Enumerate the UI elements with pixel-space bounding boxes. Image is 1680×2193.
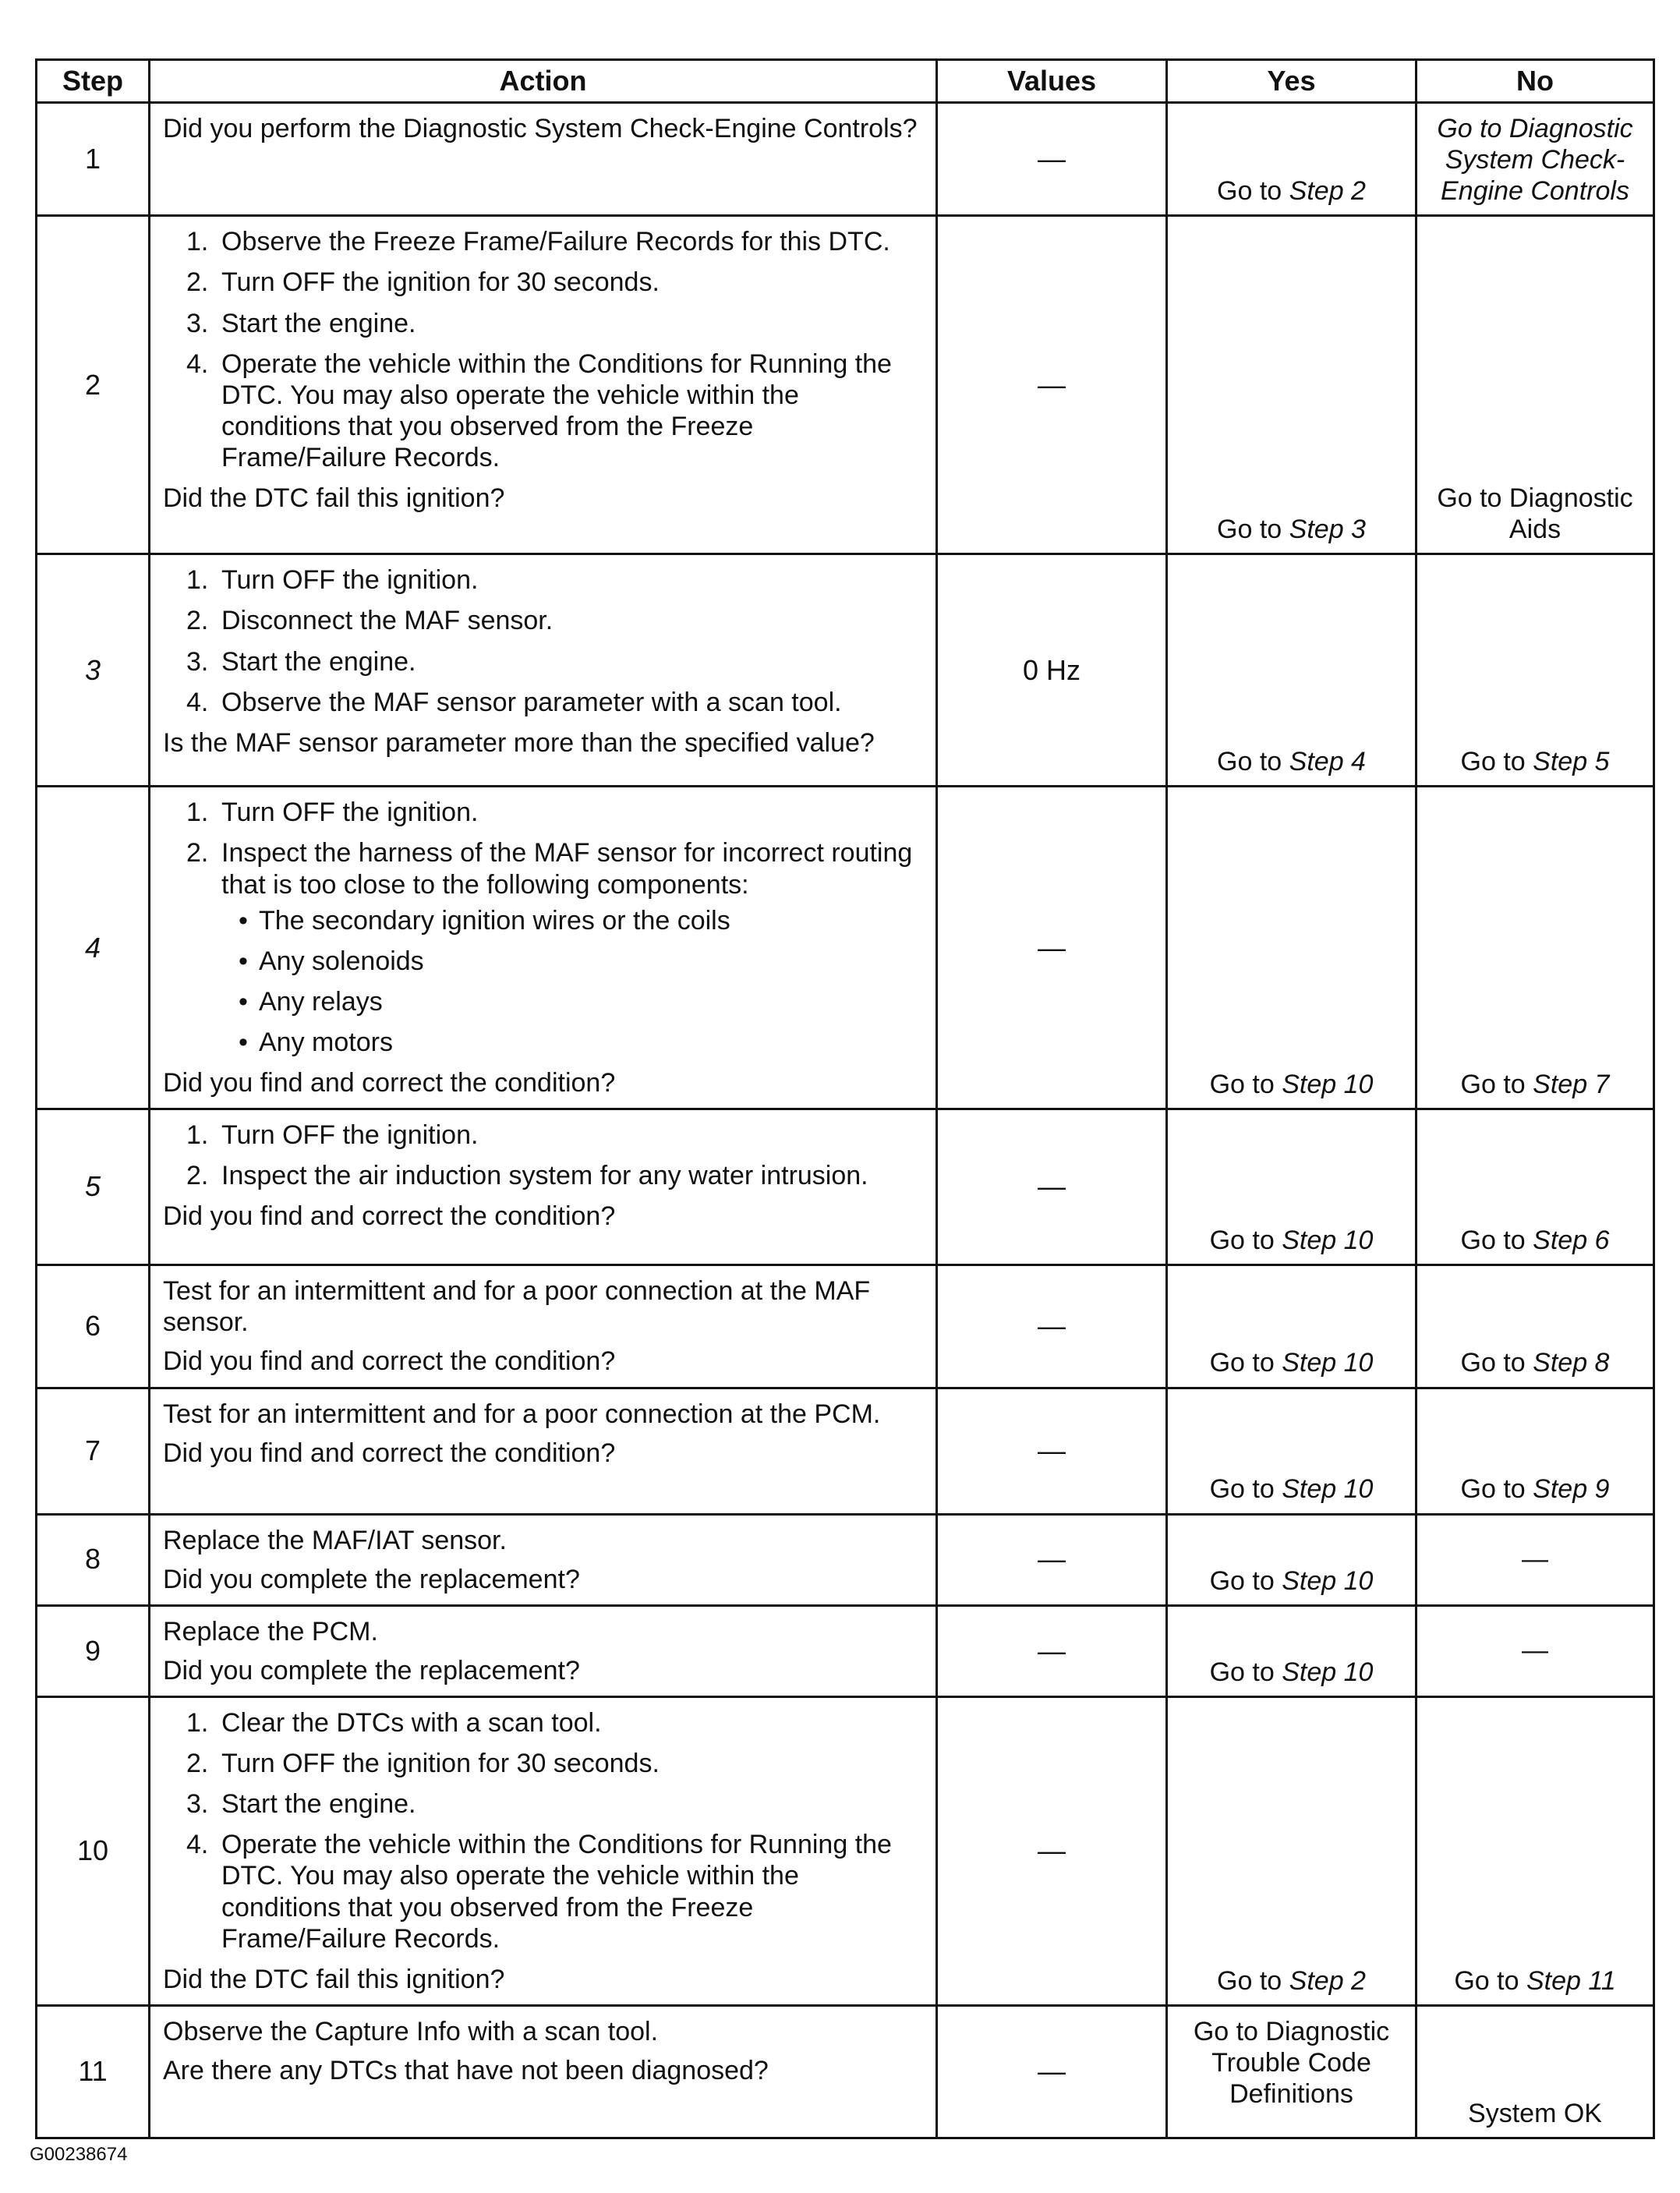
- step-number: 3: [37, 554, 150, 787]
- procedure-step: 4. Operate the vehicle within the Conditions for Running the DTC. You may also operate the vehicle within the conditions that you observed from the Freeze Frame/Failure Records.: [186, 348, 892, 472]
- component-item: • Any solenoids: [221, 946, 925, 977]
- action-text: Test for an intermittent and for a poor connection at the PCM.: [163, 1399, 881, 1429]
- step-number: 4: [37, 787, 150, 1109]
- step-link[interactable]: Step 10: [1282, 1070, 1374, 1100]
- step-number: 2: [37, 216, 150, 554]
- question-text: Is the MAF sensor parameter more than the specified value?: [163, 727, 875, 758]
- action-cell: [150, 103, 937, 216]
- header-action: Action: [150, 60, 937, 103]
- procedure-step: 3. Start the engine.: [186, 1789, 416, 1820]
- action-cell: [150, 1605, 937, 1696]
- value-cell: —: [937, 1388, 1167, 1514]
- goto-prefix: Go to: [1209, 1348, 1275, 1378]
- procedure-step: 4. Operate the vehicle within the Conditions for Running the DTC. You may also operate the vehicle within the conditions that you observed from the Freeze Frame/Failure Records.: [186, 1830, 892, 1954]
- goto-diagnostic-system-check-link[interactable]: Go to Diagnostic System Check-Engine Controls: [1437, 114, 1633, 207]
- table-row: [37, 1514, 1654, 1605]
- goto-prefix: Go to: [1460, 747, 1526, 777]
- goto-prefix: Go to: [1217, 1965, 1282, 1996]
- no-cell: [1417, 1514, 1654, 1605]
- action-cell: [150, 1514, 937, 1605]
- yes-cell: [1167, 103, 1417, 216]
- procedure-step: 2. Inspect the air induction system for any water intrusion.: [186, 1161, 868, 1191]
- table-header-row: [37, 60, 1654, 103]
- no-cell: [1417, 2005, 1654, 2138]
- question-text: Did the DTC fail this ignition?: [163, 483, 505, 514]
- step-link[interactable]: Step 3: [1289, 515, 1366, 545]
- diagnostic-table: [35, 58, 1655, 2139]
- question-text: Did you find and correct the condition?: [163, 1201, 616, 1232]
- no-cell: [1417, 787, 1654, 1109]
- step-link[interactable]: Step 5: [1533, 747, 1610, 777]
- no-cell: [1417, 554, 1654, 787]
- procedure-step: 1. Turn OFF the ignition.: [186, 565, 479, 596]
- value-cell: —: [937, 2005, 1167, 2138]
- no-cell: [1417, 216, 1654, 554]
- goto-dtc-definitions-link[interactable]: Go to Diagnostic Trouble Code Definitions: [1193, 2016, 1390, 2110]
- yes-cell: [1167, 2005, 1417, 2138]
- procedure-list: [163, 1707, 925, 1954]
- step-link[interactable]: Step 10: [1282, 1348, 1374, 1378]
- step-number: 5: [37, 1109, 150, 1265]
- goto-prefix: Go to: [1209, 1657, 1275, 1687]
- goto-prefix: Go to: [1217, 515, 1282, 545]
- no-cell: [1417, 1109, 1654, 1265]
- table-row: [37, 554, 1654, 787]
- system-ok-text: System OK: [1468, 2098, 1602, 2128]
- step-number: 6: [37, 1265, 150, 1388]
- action-text: Replace the PCM.: [163, 1616, 378, 1647]
- action-cell: [150, 1388, 937, 1514]
- question-text: Did you find and correct the condition?: [163, 1438, 616, 1468]
- no-cell: [1417, 1388, 1654, 1514]
- goto-prefix: Go to: [1460, 1226, 1526, 1256]
- step-number: 10: [37, 1696, 150, 2005]
- procedure-list: [163, 1119, 925, 1191]
- step-link[interactable]: Step 10: [1282, 1565, 1374, 1596]
- goto-prefix: Go to: [1460, 1348, 1526, 1378]
- procedure-step: 1. Turn OFF the ignition.: [186, 1120, 479, 1151]
- goto-prefix: Go to: [1209, 1070, 1275, 1100]
- step-link[interactable]: Step 10: [1282, 1657, 1374, 1687]
- action-text: Replace the MAF/IAT sensor.: [163, 1525, 507, 1555]
- table-row: [37, 2005, 1654, 2138]
- goto-prefix: Go to: [1454, 1965, 1519, 1996]
- procedure-step: 3. Start the engine.: [186, 308, 416, 338]
- procedure-step: 2. Disconnect the MAF sensor.: [186, 606, 554, 636]
- yes-cell: [1167, 1605, 1417, 1696]
- value-cell: —: [937, 216, 1167, 554]
- action-text: Test for an intermittent and for a poor connection at the MAF sensor.: [163, 1276, 871, 1338]
- action-cell: [150, 216, 937, 554]
- step-number: 7: [37, 1388, 150, 1514]
- step-link[interactable]: Step 6: [1533, 1226, 1610, 1256]
- step-link[interactable]: Step 4: [1289, 747, 1366, 777]
- step-link[interactable]: Step 2: [1289, 176, 1366, 207]
- value-cell: —: [937, 1109, 1167, 1265]
- table-row: [37, 1265, 1654, 1388]
- figure-code: G00238674: [30, 2144, 128, 2165]
- step-link[interactable]: Step 2: [1289, 1965, 1366, 1996]
- procedure-list: [163, 564, 925, 717]
- procedure-step: 3. Start the engine.: [186, 646, 416, 677]
- no-cell: [1417, 1605, 1654, 1696]
- goto-prefix: Go to: [1209, 1474, 1275, 1505]
- component-item: • Any relays: [221, 986, 925, 1017]
- step-link[interactable]: Step 9: [1533, 1474, 1610, 1505]
- yes-cell: [1167, 1388, 1417, 1514]
- header-no: No: [1417, 60, 1654, 103]
- table-row: [37, 216, 1654, 554]
- action-text: Did you perform the Diagnostic System Check-Engine Controls?: [163, 114, 918, 143]
- value-cell: —: [937, 1514, 1167, 1605]
- yes-cell: [1167, 1265, 1417, 1388]
- step-number: 8: [37, 1514, 150, 1605]
- component-item: • The secondary ignition wires or the coils: [221, 905, 925, 936]
- question-text: Did you find and correct the condition?: [163, 1346, 616, 1377]
- yes-cell: [1167, 1514, 1417, 1605]
- value-cell: —: [937, 1696, 1167, 2005]
- goto-prefix: Go to: [1217, 747, 1282, 777]
- diagnostic-table-container: [35, 58, 1653, 2139]
- no-cell: [1417, 1696, 1654, 2005]
- table-row: [37, 1605, 1654, 1696]
- action-cell: [150, 787, 937, 1109]
- goto-prefix: Go to: [1209, 1226, 1275, 1256]
- action-cell: [150, 554, 937, 787]
- step-number: 9: [37, 1605, 150, 1696]
- procedure-step: 1. Clear the DTCs with a scan tool.: [186, 1707, 602, 1738]
- no-answer: —: [1522, 1635, 1548, 1665]
- table-row: [37, 787, 1654, 1109]
- no-cell: [1417, 103, 1654, 216]
- yes-cell: [1167, 554, 1417, 787]
- procedure-list: [163, 797, 925, 1058]
- step-link[interactable]: Step 8: [1533, 1348, 1610, 1378]
- goto-prefix: Go to: [1460, 1474, 1526, 1505]
- action-cell: [150, 1696, 937, 2005]
- step-number: 11: [37, 2005, 150, 2138]
- goto-diagnostic-aids-link[interactable]: Go to Diagnostic Aids: [1437, 483, 1633, 545]
- step-number: 1: [37, 103, 150, 216]
- table-row: [37, 103, 1654, 216]
- yes-cell: [1167, 787, 1417, 1109]
- action-cell: [150, 1265, 937, 1388]
- goto-prefix: Go to: [1460, 1070, 1526, 1100]
- component-list: [221, 905, 925, 1058]
- component-item: • Any motors: [221, 1027, 925, 1058]
- procedure-step: 1. Observe the Freeze Frame/Failure Records for this DTC.: [186, 227, 890, 257]
- question-text: Are there any DTCs that have not been diagnosed?: [163, 2055, 769, 2085]
- table-row: [37, 1109, 1654, 1265]
- value-cell: 0 Hz: [937, 554, 1167, 787]
- question-text: Did the DTC fail this ignition?: [163, 1964, 505, 1994]
- step-link[interactable]: Step 10: [1282, 1226, 1374, 1256]
- step-link[interactable]: Step 7: [1533, 1070, 1610, 1100]
- procedure-step: 2. Turn OFF the ignition for 30 seconds.: [186, 267, 660, 298]
- value-cell: —: [937, 1265, 1167, 1388]
- table-row: [37, 1388, 1654, 1514]
- procedure-step: 2. Turn OFF the ignition for 30 seconds.: [186, 1749, 660, 1779]
- yes-cell: [1167, 216, 1417, 554]
- goto-prefix: Go to: [1217, 176, 1282, 207]
- step-link[interactable]: Step 10: [1282, 1474, 1374, 1505]
- step-link[interactable]: Step 11: [1526, 1965, 1616, 1996]
- value-cell: —: [937, 787, 1167, 1109]
- action-text: Observe the Capture Info with a scan tool.: [163, 2016, 659, 2046]
- action-cell: [150, 1109, 937, 1265]
- question-text: Did you find and correct the condition?: [163, 1068, 616, 1098]
- header-values: Values: [937, 60, 1167, 103]
- no-cell: [1417, 1265, 1654, 1388]
- table-row: [37, 1696, 1654, 2005]
- procedure-step: 4. Observe the MAF sensor parameter with a scan tool.: [186, 687, 842, 717]
- procedure-list: [163, 226, 925, 473]
- no-answer: —: [1522, 1544, 1548, 1574]
- value-cell: —: [937, 1605, 1167, 1696]
- action-cell: [150, 2005, 937, 2138]
- header-step: Step: [37, 60, 150, 103]
- question-text: Did you complete the replacement?: [163, 1655, 580, 1685]
- yes-cell: [1167, 1696, 1417, 2005]
- goto-prefix: Go to: [1209, 1565, 1275, 1596]
- value-cell: —: [937, 103, 1167, 216]
- procedure-step: 2. Inspect the harness of the MAF sensor for incorrect routing that is too close to the following components: • The secondary ignition wires or the coils • Any solenoids • Any relays • Any motors: [163, 837, 925, 1058]
- question-text: Did you complete the replacement?: [163, 1564, 580, 1594]
- yes-cell: [1167, 1109, 1417, 1265]
- header-yes: Yes: [1167, 60, 1417, 103]
- procedure-step: 1. Turn OFF the ignition.: [186, 798, 479, 828]
